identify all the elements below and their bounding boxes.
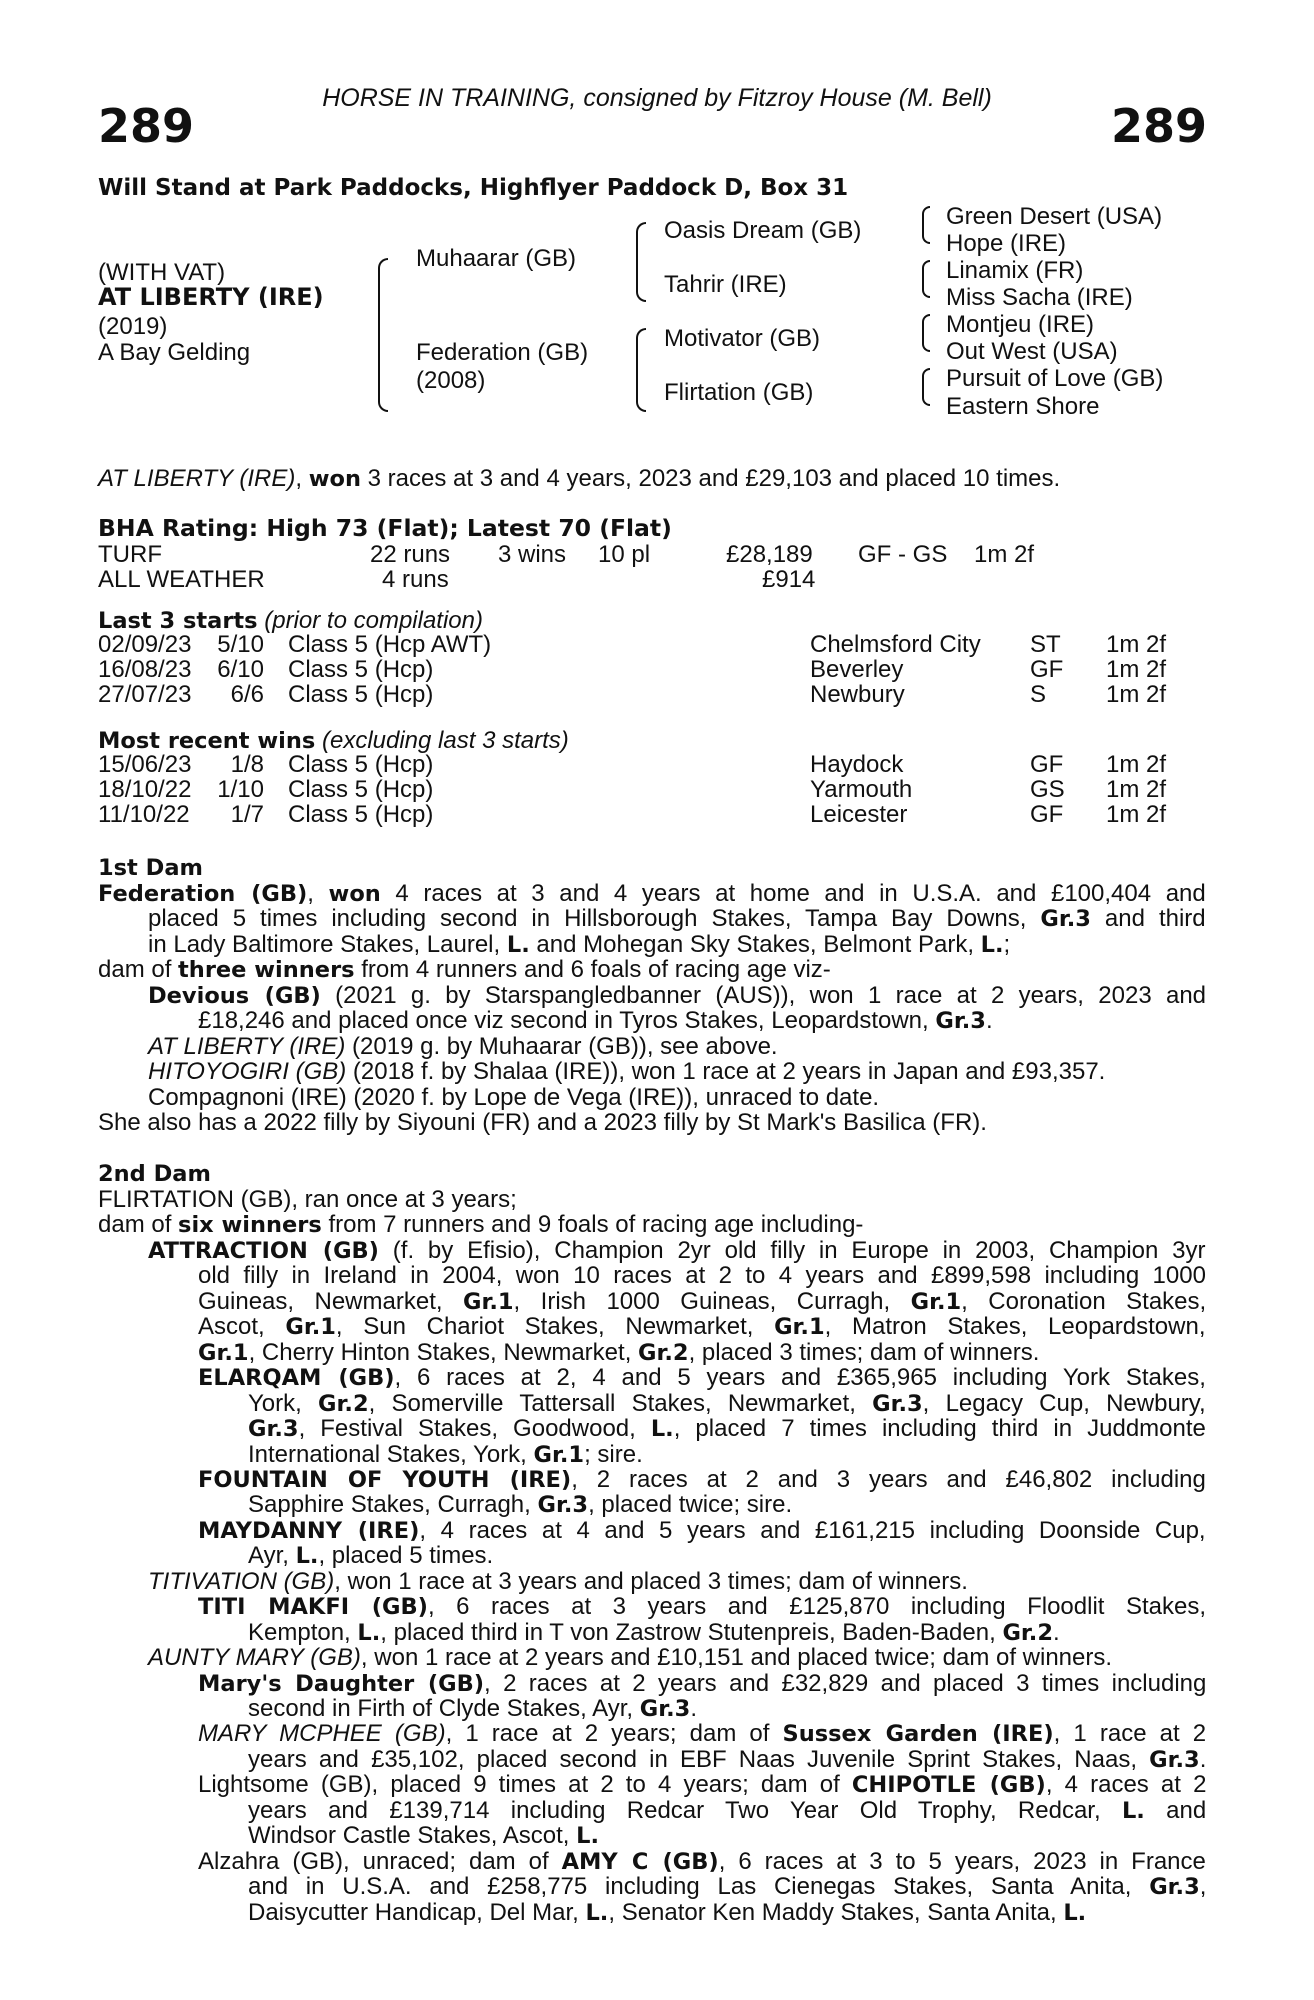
aw-label: ALL WEATHER — [98, 566, 265, 593]
dam2-line-26: Windsor Castle Stakes, Ascot, L. — [248, 1822, 600, 1850]
ggp-1: Green Desert (USA) — [946, 203, 1163, 230]
pedigree-brace-2a — [636, 222, 646, 302]
last3-row-1-going: ST — [1030, 631, 1061, 658]
dam2-line-20: Mary's Daughter (GB), 2 races at 2 years and £32,829 and placed 3 times including — [198, 1669, 1207, 1697]
dam2-line-14: MAYDANNY (IRE), 4 races at 4 and 5 years and £161,215 including Doonside Cup, — [198, 1516, 1206, 1544]
dam2-line-24: Lightsome (GB), placed 9 times at 2 to 4 years; dam of CHIPOTLE (GB), 4 races at 2 — [198, 1771, 1207, 1799]
dam2-line-11: International Stakes, York, Gr.1; sire. — [248, 1440, 643, 1468]
page-header-title: HORSE IN TRAINING, consigned by Fitzroy House (M. Bell) — [322, 84, 992, 112]
dam1-line-5: Devious (GB) (2021 g. by Starspangledbanner (AUS)), won 1 race at 2 years, 2023 and — [148, 981, 1207, 1009]
dam2-line-22: MARY MCPHEE (GB), 1 race at 2 years; dam of Sussex Garden (IRE), 1 race at 2 — [198, 1720, 1207, 1748]
race-summary: AT LIBERTY (IRE), won 3 races at 3 and 4 years, 2023 and £29,103 and placed 10 times. — [98, 465, 1061, 492]
dam2-line-17: TITI MAKFI (GB), 6 races at 3 years and £125,870 including Floodlit Stakes, — [198, 1593, 1206, 1621]
dam2-line-13: Sapphire Stakes, Curragh, Gr.3, placed twice; sire. — [248, 1491, 793, 1519]
recent-row-1-dist: 1m 2f — [1106, 751, 1167, 778]
recent-row-1-course: Haydock — [810, 751, 904, 778]
stand-location: Will Stand at Park Paddocks, Highflyer Paddock D, Box 31 — [98, 175, 849, 201]
recent-row-1-date: 15/06/23 — [98, 751, 192, 778]
pedigree-brace-3c — [922, 314, 930, 352]
last3-row-3-course: Newbury — [810, 681, 905, 708]
dam2-line-21: second in Firth of Clyde Stakes, Ayr, Gr.3. — [248, 1695, 697, 1722]
dam2-line-25: years and £139,714 including Redcar Two Year Old Trophy, Redcar, L. and — [248, 1796, 1207, 1824]
recent-row-1-race: Class 5 (Hcp) — [288, 751, 434, 778]
turf-distance: 1m 2f — [974, 541, 1035, 568]
recent-row-2-pos: 1/10 — [217, 776, 264, 803]
ggp-4: Miss Sacha (IRE) — [946, 284, 1133, 311]
dam1-line-7: AT LIBERTY (IRE) (2019 g. by Muhaarar (GB)), see above. — [148, 1032, 778, 1060]
dam2-line-5: Guineas, Newmarket, Gr.1, Irish 1000 Guineas, Curragh, Gr.1, Coronation Stakes, — [198, 1287, 1207, 1315]
turf-prize: £28,189 — [726, 541, 813, 568]
recent-row-3-going: GF — [1030, 801, 1064, 828]
last3-row-1-course: Chelmsford City — [810, 631, 981, 658]
sire: Muhaarar (GB) — [416, 245, 577, 272]
dam2-line-28: and in U.S.A. and £258,775 including Las Cienegas Stakes, Santa Anita, Gr.3, — [248, 1873, 1207, 1901]
recent-row-2-going: GS — [1030, 776, 1065, 803]
dam2-line-27: Alzahra (GB), unraced; dam of AMY C (GB), 6 races at 3 to 5 years, 2023 in France — [198, 1847, 1206, 1875]
horse-year: (2019) — [98, 313, 168, 340]
dam2-line-19: AUNTY MARY (GB), won 1 race at 2 years and £10,151 and placed twice; dam of winners. — [148, 1644, 1113, 1672]
ggp-8: Eastern Shore — [946, 393, 1100, 420]
recent-row-3-race: Class 5 (Hcp) — [288, 801, 434, 828]
sire-dam: Tahrir (IRE) — [664, 271, 787, 298]
dam2-line-12: FOUNTAIN OF YOUTH (IRE), 2 races at 2 and 3 years and £46,802 including — [198, 1465, 1206, 1493]
dam2-line-8: ELARQAM (GB), 6 races at 2, 4 and 5 years and £365,965 including York Stakes, — [198, 1364, 1206, 1392]
recent-row-3-date: 11/10/22 — [98, 801, 190, 828]
dam2-line-10: Gr.3, Festival Stakes, Goodwood, L., placed 7 times including third in Juddmonte — [248, 1415, 1206, 1443]
pedigree-brace-2b — [636, 328, 646, 412]
last3-row-2-race: Class 5 (Hcp) — [288, 656, 434, 683]
last3-row-2-pos: 6/10 — [217, 656, 264, 683]
turf-wins: 3 wins — [498, 541, 567, 568]
last3-row-1-dist: 1m 2f — [1106, 631, 1167, 658]
dam2-line-7: Gr.1, Cherry Hinton Stakes, Newmarket, Gr.2, placed 3 times; dam of winners. — [198, 1338, 1040, 1366]
dam2-heading: 2nd Dam — [98, 1161, 211, 1187]
ggp-5: Montjeu (IRE) — [946, 311, 1095, 338]
last3-row-1-race: Class 5 (Hcp AWT) — [288, 631, 492, 658]
recent-row-2-dist: 1m 2f — [1106, 776, 1167, 803]
turf-going: GF - GS — [858, 541, 948, 568]
dam2-line-29: Daisycutter Handicap, Del Mar, L., Senator Ken Maddy Stakes, Santa Anita, L. — [248, 1898, 1087, 1926]
ggp-7: Pursuit of Love (GB) — [946, 365, 1164, 392]
dam1-line-9: Compagnoni (IRE) (2020 f. by Lope de Vega (IRE)), unraced to date. — [148, 1083, 880, 1111]
dam2-line-23: years and £35,102, placed second in EBF Naas Juvenile Sprint Stakes, Naas, Gr.3. — [248, 1745, 1207, 1773]
recent-row-1-going: GF — [1030, 751, 1064, 778]
dam-year: (2008) — [416, 367, 486, 394]
last3-row-3-date: 27/07/23 — [98, 681, 192, 708]
pedigree-brace-3b — [922, 260, 930, 298]
summary-horse-name: AT LIBERTY (IRE) — [98, 465, 296, 492]
dam1-line-10: She also has a 2022 filly by Siyouni (FR) and a 2023 filly by St Mark's Basilica (FR). — [98, 1109, 987, 1137]
dam2-line-2: dam of six winners from 7 runners and 9 foals of racing age including- — [98, 1211, 864, 1239]
last3-row-2-course: Beverley — [810, 656, 904, 683]
horse-description: A Bay Gelding — [98, 339, 251, 366]
recent-title: Most recent wins — [98, 728, 316, 754]
ggp-2: Hope (IRE) — [946, 230, 1067, 257]
lot-number-left: 289 — [98, 99, 195, 153]
dam2-line-9: York, Gr.2, Somerville Tattersall Stakes, Newmarket, Gr.3, Legacy Cup, Newbury, — [248, 1389, 1206, 1417]
dam2-line-16: TITIVATION (GB), won 1 race at 3 years and placed 3 times; dam of winners. — [148, 1567, 968, 1595]
dam-dam: Flirtation (GB) — [664, 379, 814, 406]
dam1-line-2: placed 5 times including second in Hillsborough Stakes, Tampa Bay Downs, Gr.3 and third — [148, 905, 1206, 933]
dam1-line-6: £18,246 and placed once viz second in Tyros Stakes, Leopardstown, Gr.3. — [198, 1007, 993, 1035]
horse-name: AT LIBERTY (IRE) — [98, 283, 324, 311]
ggp-6: Out West (USA) — [946, 338, 1118, 365]
summary-won: won — [308, 466, 361, 492]
dam2-line-3: ATTRACTION (GB) (f. by Efisio), Champion 2yr old filly in Europe in 2003, Champion 3yr — [148, 1236, 1206, 1264]
turf-label: TURF — [98, 541, 162, 568]
recent-row-2-race: Class 5 (Hcp) — [288, 776, 434, 803]
ggp-3: Linamix (FR) — [946, 257, 1084, 284]
dam1-heading: 1st Dam — [98, 855, 203, 881]
dam1-line-1: Federation (GB), won 4 races at 3 and 4 years at home and in U.S.A. and £100,404 and — [98, 880, 1206, 907]
last3-row-3-dist: 1m 2f — [1106, 681, 1167, 708]
aw-prize: £914 — [762, 566, 816, 593]
turf-runs: 22 runs — [370, 541, 451, 568]
dam2-line-18: Kempton, L., placed third in T von Zastrow Stutenpreis, Baden-Baden, Gr.2. — [248, 1618, 1060, 1646]
vat-note: (WITH VAT) — [98, 259, 226, 286]
dam-sire: Motivator (GB) — [664, 325, 821, 352]
recent-note: (excluding last 3 starts) — [321, 727, 569, 754]
bha-rating: BHA Rating: High 73 (Flat); Latest 70 (Flat) — [98, 514, 672, 542]
dam2-line-4: old filly in Ireland in 2004, won 10 races at 2 to 4 years and £899,598 including 1000 — [198, 1262, 1206, 1290]
pedigree-brace-3d — [922, 368, 930, 406]
recent-row-3-pos: 1/7 — [230, 801, 264, 828]
lot-number-right: 289 — [1110, 99, 1207, 153]
recent-row-3-dist: 1m 2f — [1106, 801, 1167, 828]
pedigree-brace-3a — [922, 206, 930, 244]
turf-placed: 10 pl — [598, 541, 651, 568]
dam1-line-4: dam of three winners from 4 runners and 6 foals of racing age viz- — [98, 956, 831, 984]
last3-row-2-going: GF — [1030, 656, 1064, 683]
last3-row-3-pos: 6/6 — [230, 681, 264, 708]
pedigree-brace-1 — [378, 258, 388, 412]
sire-sire: Oasis Dream (GB) — [664, 217, 862, 244]
dam2-line-15: Ayr, L., placed 5 times. — [248, 1542, 494, 1570]
recent-row-2-course: Yarmouth — [810, 776, 913, 803]
dam: Federation (GB) — [416, 339, 589, 366]
last3-row-1-pos: 5/10 — [217, 631, 264, 658]
recent-row-2-date: 18/10/22 — [98, 776, 192, 803]
dam2-line-1: FLIRTATION (GB), ran once at 3 years; — [98, 1186, 517, 1213]
aw-runs: 4 runs — [382, 566, 449, 593]
recent-row-3-course: Leicester — [810, 801, 908, 828]
dam1-line-8: HITOYOGIRI (GB) (2018 f. by Shalaa (IRE)), won 1 race at 2 years in Japan and £93,357. — [148, 1058, 1106, 1086]
summary-text: 3 races at 3 and 4 years, 2023 and £29,103 and placed 10 times. — [361, 465, 1061, 492]
last3-title: Last 3 starts — [98, 608, 258, 634]
dam2-line-6: Ascot, Gr.1, Sun Chariot Stakes, Newmarket, Gr.1, Matron Stakes, Leopardstown, — [198, 1313, 1206, 1341]
last3-row-3-race: Class 5 (Hcp) — [288, 681, 434, 708]
last3-row-3-going: S — [1030, 681, 1047, 708]
last3-row-2-date: 16/08/23 — [98, 656, 192, 683]
recent-row-1-pos: 1/8 — [230, 751, 264, 778]
dam1-line-3: in Lady Baltimore Stakes, Laurel, L. and Mohegan Sky Stakes, Belmont Park, L.; — [148, 930, 1011, 958]
last3-row-1-date: 02/09/23 — [98, 631, 192, 658]
last3-row-2-dist: 1m 2f — [1106, 656, 1167, 683]
last3-note: (prior to compilation) — [264, 607, 483, 634]
